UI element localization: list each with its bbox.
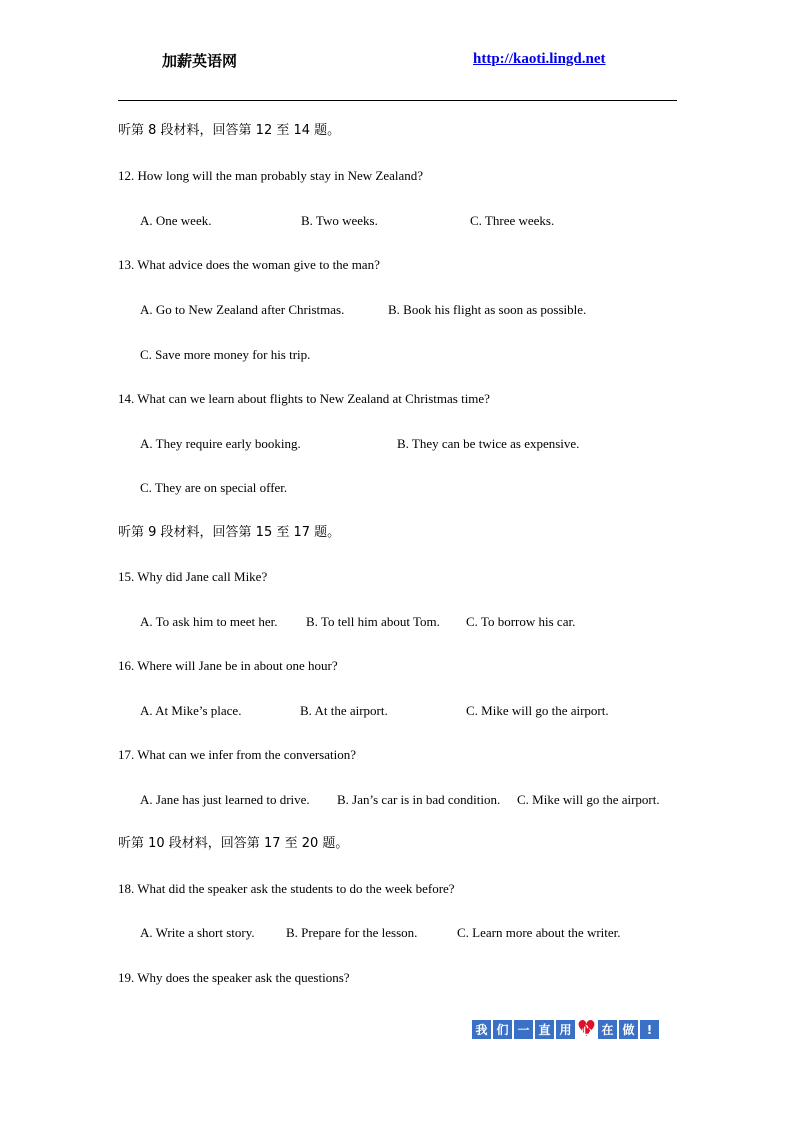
- heart-icon: [577, 1020, 596, 1039]
- option-16-b: B. At the airport.: [300, 703, 388, 718]
- footer-char: ♥ 心: [581, 1023, 592, 1037]
- question-12: 12. How long will the man probably stay in New Zealand?: [118, 168, 424, 183]
- option-13-a: A. Go to New Zealand after Christmas.: [140, 302, 345, 317]
- footer-char: !: [640, 1020, 659, 1039]
- question-14: 14. What can we learn about flights to New Zealand at Christmas time?: [118, 391, 490, 406]
- question-13: 13. What advice does the woman give to the man?: [118, 257, 380, 272]
- footer-char: 们: [493, 1020, 512, 1039]
- option-12-a: A. One week.: [140, 213, 212, 228]
- option-13-c: C. Save more money for his trip.: [140, 347, 311, 362]
- option-17-c: C. Mike will go the airport.: [517, 792, 660, 807]
- option-14-c: C. They are on special offer.: [140, 480, 288, 495]
- footer-char: 在: [598, 1020, 617, 1039]
- option-18-c: C. Learn more about the writer.: [457, 925, 621, 940]
- option-16-a: A. At Mike’s place.: [140, 703, 242, 718]
- footer-char: 直: [535, 1020, 554, 1039]
- question-15: 15. Why did Jane call Mike?: [118, 569, 268, 584]
- option-15-c: C. To borrow his car.: [466, 614, 576, 629]
- question-16: 16. Where will Jane be in about one hour?: [118, 658, 338, 673]
- option-16-c: C. Mike will go the airport.: [466, 703, 609, 718]
- section-heading-9: 听第 9 段材料，回答第 15 至 17 题。: [118, 525, 341, 540]
- option-15-a: A. To ask him to meet her.: [140, 614, 278, 629]
- option-12-b: B. Two weeks.: [301, 213, 378, 228]
- option-18-b: B. Prepare for the lesson.: [286, 925, 418, 940]
- section-heading-10: 听第 10 段材料，回答第 17 至 20 题。: [118, 836, 349, 851]
- header-divider: [118, 100, 677, 101]
- footer-char: 我: [472, 1020, 491, 1039]
- section-heading-8: 听第 8 段材料，回答第 12 至 14 题。: [118, 123, 341, 138]
- question-17: 17. What can we infer from the conversation?: [118, 747, 356, 762]
- question-19: 19. Why does the speaker ask the questions?: [118, 970, 350, 985]
- footer-char: 一: [514, 1020, 533, 1039]
- footer-char: 用: [556, 1020, 575, 1039]
- option-17-b: B. Jan’s car is in bad condition.: [337, 792, 501, 807]
- site-link[interactable]: http://kaoti.lingd.net: [473, 51, 606, 67]
- option-13-b: B. Book his flight as soon as possible.: [388, 302, 587, 317]
- option-12-c: C. Three weeks.: [470, 213, 555, 228]
- option-17-a: A. Jane has just learned to drive.: [140, 792, 310, 807]
- footer-char: 做: [619, 1020, 638, 1039]
- site-name: 加薪英语网: [162, 52, 238, 70]
- option-14-a: A. They require early booking.: [140, 436, 301, 451]
- option-14-b: B. They can be twice as expensive.: [397, 436, 580, 451]
- option-18-a: A. Write a short story.: [140, 925, 255, 940]
- option-15-b: B. To tell him about Tom.: [306, 614, 440, 629]
- question-18: 18. What did the speaker ask the students to do the week before?: [118, 881, 455, 896]
- footer-slogan: [472, 1020, 659, 1039]
